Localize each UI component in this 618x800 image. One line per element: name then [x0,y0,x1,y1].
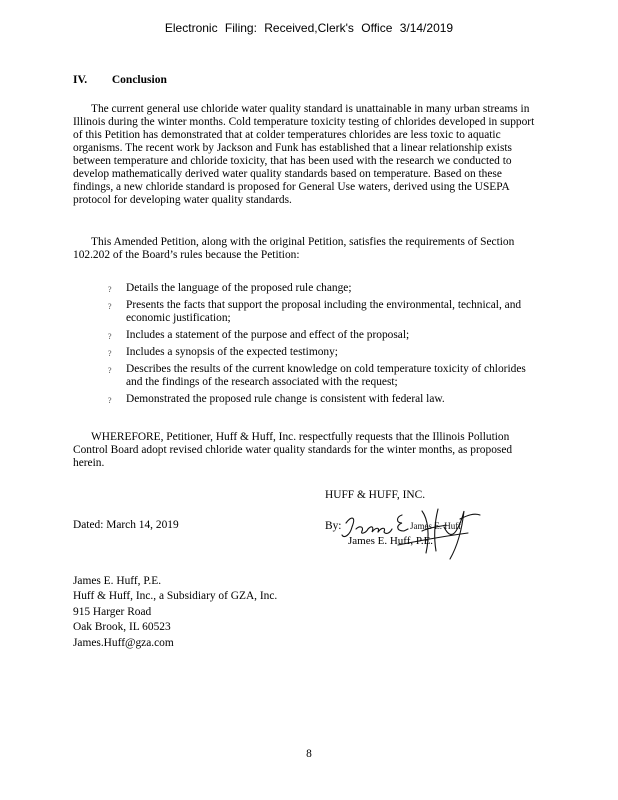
address-line: 915 Harger Road [73,605,152,618]
filing-header: Electronic Filing: Received,Clerk's Office 3/14/2019 [164,21,454,35]
bullet-icon: ? [108,349,112,358]
date-line: Dated: March 14, 2019 [73,519,179,531]
bullet-icon: ? [108,396,112,405]
list-item: ? Demonstrated the proposed rule change is consistent with federal law. [108,393,445,405]
requirements-list [108,282,528,410]
list-item: ? Includes a statement of the purpose and effect of the proposal; [108,329,410,341]
email-address: James.Huff@gza.com [73,636,174,649]
bullet-icon: ? [108,302,112,311]
company-name: HUFF & HUFF, INC. [325,489,426,501]
by-label: By: [325,520,342,532]
list-item: ? Includes a synopsis of the expected testimony; [108,346,338,358]
bullet-icon: ? [108,332,112,341]
wherefore-paragraph: WHEREFORE, Petitioner, Huff & Huff, Inc. respectfully requests that the Illinois Pollution Control Board adopt revised chloride water quality standards for the winter months, as proposed herein. [73,431,513,469]
address-block [73,574,277,651]
bullet-icon: ? [108,366,112,375]
list-item: ? Describes the results of the current knowledge on cold temperature toxicity of chlorides and the findings of the research associated with the request; [108,363,526,388]
signature-text: James E. Huff [410,521,462,531]
section-heading [73,74,167,86]
list-item: ? Details the language of the proposed rule change; [108,282,352,294]
section-title: Conclusion [111,74,167,86]
requirements-intro-paragraph: This Amended Petition, along with the original Petition, satisfies the requirements of Section 102.202 of the Board’s rules because the Petition: [73,236,515,261]
bullet-icon: ? [108,285,112,294]
address-line: James E. Huff, P.E. [73,575,162,587]
page-number: 8 [306,748,312,760]
section-number: IV. [73,74,88,86]
signer-name: James E. Huff, P.E. [348,535,434,547]
address-line: Huff & Huff, Inc., a Subsidiary of GZA, Inc. [73,590,278,603]
address-line: Oak Brook, IL 60523 [73,621,171,634]
conclusion-paragraph: The current general use chloride water quality standard is unattainable in many urban streams in Illinois during the winter months. Cold temperature toxicity testing of chlorides developed in support of this Petition has demonstrated that at colder temperatures chlorides are less toxic to aquatic organisms. The recent work by Jackson and Funk has established that a linear relationship exists between temperature and chloride toxicity, that has been used with the research we conducted to develop mathematically derived water quality standards based on temperature. Based on these findings, a new chloride standard is proposed for General Use waters, derived using the USEPA protocol for developing water quality standards. [73,103,535,206]
list-item: ? Presents the facts that support the proposal including the environmental, technical, and economic justification; [108,299,522,324]
